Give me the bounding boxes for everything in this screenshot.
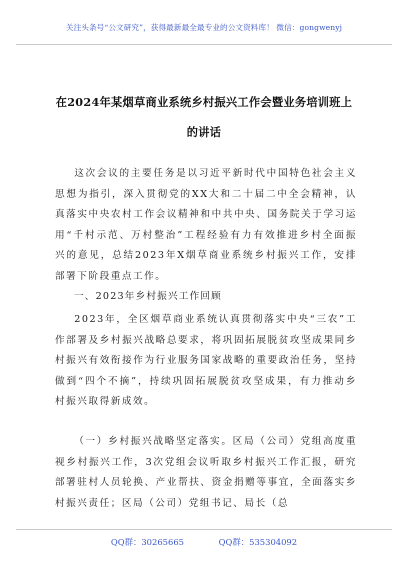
footer-divider bbox=[16, 529, 392, 530]
header-banner: 关注头条号“公文研究”，获得最新最全最专业的公文资料库！ 微信：gongwenyj bbox=[65, 23, 343, 32]
intro-paragraph: 这次会议的主要任务是以习近平新时代中国特色社会主义思想为指引，深入贯彻党的XX大和二十届二中全会精神，认真落实中央农村工作会议精神和中共中央、国务院关于学习运用“千村示范、万村整治”工程经验有力有效推进乡村全面振兴的意见，总结2023年X烟草商业系统乡村振兴工作，安排部署下阶段重点工作。 bbox=[55, 168, 357, 282]
document-title: 在2024年某烟草商业系统乡村振兴工作会暨业务培训班上 bbox=[55, 95, 353, 109]
footer-qq-group-2: QQ群：535304092 bbox=[218, 537, 298, 547]
section-heading: 一、2023年乡村振兴工作回顾 bbox=[74, 291, 222, 302]
footer-qq-group-1: QQ群：30265665 bbox=[110, 537, 184, 547]
footer bbox=[0, 536, 408, 548]
header-divider bbox=[16, 44, 392, 45]
body-paragraph-2023: 2023年，全区烟草商业系统认真贯彻落实中央“三农”工作部署及乡村振兴战略总要求，将巩固拓展脱贫攻坚成果同乡村振兴有效衔接作为行业服务国家战略的重要政治任务，坚持做到“四个不摘”，持续巩固拓展脱贫攻坚成果，有力推动乡村振兴取得新成效。 bbox=[55, 314, 357, 407]
document-title-continuation: 的讲话 bbox=[186, 125, 222, 139]
subsection-paragraph: （一）乡村振兴战略坚定落实。区局（公司）党组高度重视乡村振兴工作，3次党组会议听取乡村振兴工作汇报，研究部署驻村人员轮换、产业帮扶、资金捐赠等事宜，全面落实乡村振兴责任；区局（公司）党组书记、局长（总 bbox=[55, 436, 357, 509]
